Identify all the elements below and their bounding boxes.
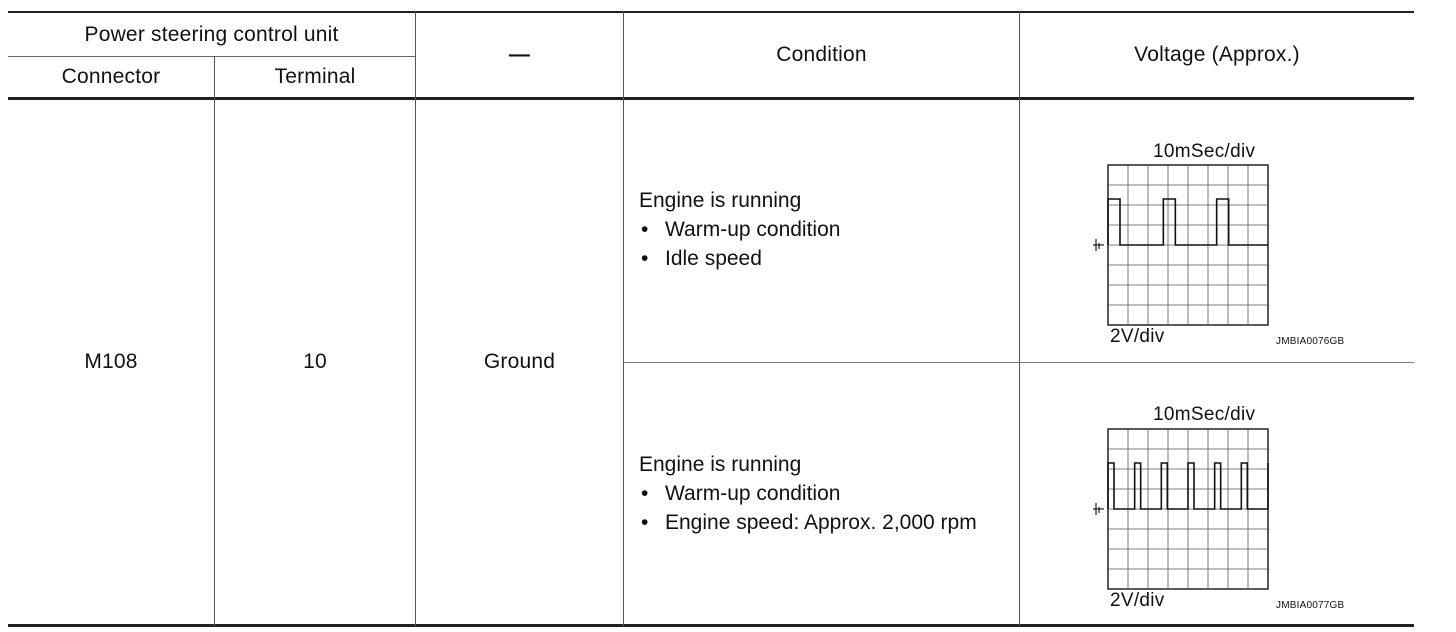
- condition-1: [639, 186, 840, 273]
- waveform-1-oscilloscope: [1090, 160, 1272, 332]
- waveform-2-oscilloscope: [1090, 424, 1272, 596]
- condition-2-bullet-2: • Engine speed: Approx. 2,000 rpm: [641, 511, 977, 534]
- condition-2-bullet-1: • Warm-up condition: [641, 482, 841, 505]
- pulse-trace: [1108, 463, 1268, 509]
- header-connector: Connector: [61, 65, 161, 88]
- waveform-1-figure-code: JMBIA0076GB: [1276, 336, 1345, 347]
- condition-1-bullet-2: • Idle speed: [641, 247, 762, 270]
- waveform-2-time-div: 10mSec/div: [1153, 404, 1256, 425]
- header-condition: Condition: [776, 43, 867, 66]
- connector-value: M108: [84, 350, 138, 373]
- waveform-1-time-div: 10mSec/div: [1153, 141, 1256, 162]
- condition-1-title: Engine is running: [639, 189, 802, 212]
- header-group-title: Power steering control unit: [84, 22, 339, 46]
- condition-2-title: Engine is running: [639, 453, 802, 476]
- table-bottom-border: [8, 624, 1414, 627]
- ground-symbol: [1093, 239, 1104, 251]
- terminal-value: 10: [303, 350, 327, 373]
- header-terminal: Terminal: [274, 65, 356, 88]
- condition-1-bullet-1: • Warm-up condition: [641, 218, 841, 241]
- ground-symbol: [1093, 503, 1104, 515]
- col-divider-4: [1019, 12, 1020, 626]
- waveform-2-volt-div: 2V/div: [1110, 590, 1165, 611]
- header-voltage: Voltage (Approx.): [1134, 43, 1300, 66]
- ground-value: Ground: [483, 350, 556, 373]
- waveform-2-figure-code: JMBIA0077GB: [1276, 600, 1345, 611]
- waveform-1-volt-div: 2V/div: [1110, 326, 1165, 347]
- header-dash: —: [508, 43, 531, 66]
- col-divider-3: [623, 12, 624, 626]
- condition-2: [639, 450, 977, 537]
